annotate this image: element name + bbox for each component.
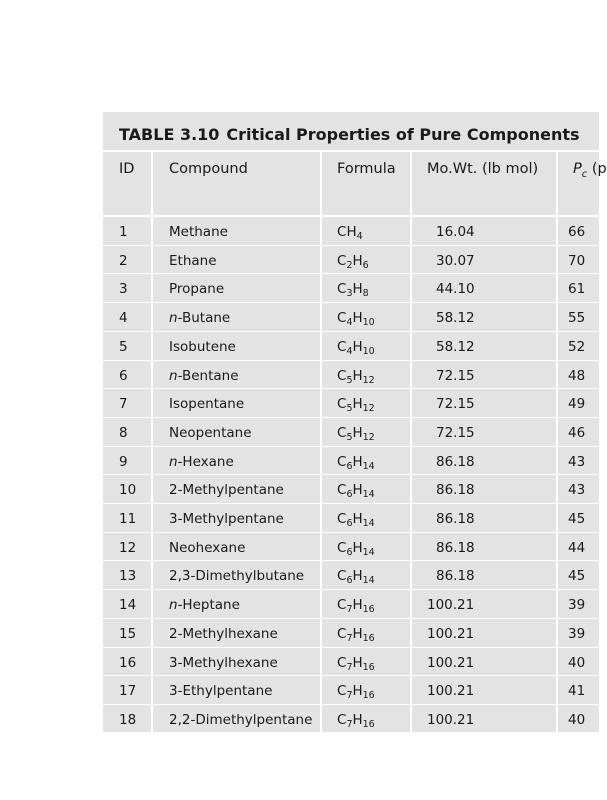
row-divider: [103, 647, 599, 648]
cell-critical-pressure: 45: [568, 568, 586, 585]
cell-id: 14: [119, 597, 137, 614]
header-formula: Formula: [337, 161, 396, 177]
cell-compound: n-Hexane: [169, 453, 234, 470]
cell-critical-pressure: 40: [568, 711, 586, 728]
cell-compound: 3-Methylpentane: [169, 511, 284, 527]
cell-id: 3: [119, 281, 128, 298]
cell-compound: n-Bentane: [169, 367, 239, 384]
cell-compound: 2,2-Dimethylpentane: [169, 711, 313, 728]
cell-formula: $CH_4$: [337, 224, 363, 242]
cell-id: 13: [119, 568, 137, 585]
row-divider: [103, 388, 599, 389]
cell-formula: $C_4H_{10}$: [337, 338, 375, 357]
cell-id: 5: [119, 338, 128, 355]
cell-id: 6: [119, 367, 128, 384]
cell-formula: $C_6H_{14}$: [337, 482, 375, 501]
title-rule: [103, 150, 599, 152]
cell-compound: Neopentane: [169, 424, 252, 441]
cell-molecular-weight: 86.18: [436, 482, 475, 499]
cell-compound: 2,3-Dimethylbutane: [169, 568, 305, 585]
cell-critical-pressure: 49: [568, 396, 586, 413]
row-divider: [103, 560, 599, 561]
cell-compound: n-Butane: [169, 310, 231, 327]
cell-critical-pressure: 46: [568, 424, 586, 441]
cell-compound: Isobutene: [169, 338, 236, 355]
cell-molecular-weight: 58.12: [436, 310, 475, 327]
cell-id: 2: [119, 252, 128, 269]
cell-formula: $C_7H_{16}$: [337, 597, 375, 616]
critical-properties-table: [103, 112, 607, 732]
cell-molecular-weight: 86.18: [436, 568, 475, 585]
cell-molecular-weight: 100.21: [427, 654, 475, 671]
cell-id: 9: [119, 453, 128, 470]
cell-id: 18: [119, 711, 137, 728]
row-divider: [103, 532, 599, 533]
cell-molecular-weight: 100.21: [427, 711, 475, 728]
cell-critical-pressure: 45: [568, 511, 586, 527]
row-divider: [103, 417, 599, 418]
cell-molecular-weight: 86.18: [436, 539, 475, 556]
cell-compound: 3-Methylhexane: [169, 654, 278, 671]
row-divider: [103, 446, 599, 447]
cell-formula: $C_7H_{16}$: [337, 654, 375, 673]
cell-compound: 2-Methylhexane: [169, 625, 278, 642]
cell-critical-pressure: 55: [568, 310, 586, 327]
cell-formula: $C_6H_{14}$: [337, 539, 375, 558]
cell-critical-pressure: 39: [568, 625, 586, 642]
cell-critical-pressure: 39: [568, 597, 586, 614]
cell-molecular-weight: 72.15: [436, 367, 475, 384]
cell-id: 7: [119, 396, 128, 413]
cell-molecular-weight: 86.18: [436, 511, 475, 527]
cell-critical-pressure: 61: [568, 281, 586, 298]
cell-formula: $C_3H_8$: [337, 281, 369, 300]
column-divider: [320, 152, 322, 732]
cell-formula: $C_4H_{10}$: [337, 310, 375, 329]
row-divider: [103, 704, 599, 705]
cell-formula: $C_7H_{16}$: [337, 625, 375, 644]
cell-id: 4: [119, 310, 128, 327]
cell-compound: Isopentane: [169, 396, 245, 413]
column-divider: [410, 152, 412, 732]
cell-id: 17: [119, 683, 137, 700]
cell-formula: $C_2H_6$: [337, 252, 369, 271]
cell-compound: Propane: [169, 281, 225, 298]
row-divider: [103, 675, 599, 676]
cell-formula: $C_7H_{16}$: [337, 711, 375, 730]
cell-compound: 2-Methylpentane: [169, 482, 284, 499]
column-divider: [151, 152, 153, 732]
cell-molecular-weight: 100.21: [427, 597, 475, 614]
row-divider: [103, 273, 599, 274]
cell-critical-pressure: 40: [568, 654, 586, 671]
cell-critical-pressure: 43: [568, 453, 586, 470]
cell-formula: $C_6H_{14}$: [337, 511, 375, 529]
cell-molecular-weight: 58.12: [436, 338, 475, 355]
cell-formula: $C_7H_{16}$: [337, 683, 375, 702]
cell-formula: $C_5H_{12}$: [337, 396, 375, 415]
cell-id: 12: [119, 539, 137, 556]
cell-molecular-weight: 16.04: [436, 224, 475, 240]
row-divider: [103, 331, 599, 332]
cell-formula: $C_5H_{12}$: [337, 367, 375, 386]
header-rule: [103, 215, 599, 217]
cell-critical-pressure: 48: [568, 367, 586, 384]
cell-critical-pressure: 43: [568, 482, 586, 499]
row-divider: [103, 589, 599, 590]
cell-critical-pressure: 44: [568, 539, 586, 556]
cell-formula: $C_5H_{12}$: [337, 424, 375, 443]
header-molecular-weight: Mo.Wt. (lb mol): [427, 161, 539, 177]
cell-compound: n-Heptane: [169, 597, 240, 614]
row-divider: [103, 360, 599, 361]
row-divider: [103, 503, 599, 504]
header-id: ID: [119, 161, 135, 177]
column-divider: [556, 152, 558, 732]
cell-id: 8: [119, 424, 128, 441]
cell-id: 15: [119, 625, 137, 642]
cell-id: 11: [119, 511, 137, 527]
cell-molecular-weight: 44.10: [436, 281, 475, 298]
cell-molecular-weight: 30.07: [436, 252, 475, 269]
row-divider: [103, 245, 599, 246]
cell-molecular-weight: 86.18: [436, 453, 475, 470]
cell-compound: Neohexane: [169, 539, 246, 556]
row-divider: [103, 302, 599, 303]
cell-molecular-weight: 100.21: [427, 683, 475, 700]
cell-critical-pressure: 52: [568, 338, 586, 355]
cell-molecular-weight: 100.21: [427, 625, 475, 642]
table-label: TABLE 3.10: [119, 125, 220, 144]
cell-molecular-weight: 72.15: [436, 424, 475, 441]
cell-molecular-weight: 72.15: [436, 396, 475, 413]
table-caption: Critical Properties of Pure Components: [226, 125, 580, 144]
cell-id: 1: [119, 224, 128, 240]
cell-id: 10: [119, 482, 137, 499]
row-divider: [103, 474, 599, 475]
cell-formula: $C_6H_{14}$: [337, 568, 375, 587]
cell-id: 16: [119, 654, 137, 671]
header-critical-pressure: $P_c$ (p: [573, 161, 607, 180]
table-title: [119, 125, 580, 144]
header-compound: Compound: [169, 161, 248, 177]
cell-compound: 3-Ethylpentane: [169, 683, 273, 700]
cell-formula: $C_6H_{14}$: [337, 453, 375, 472]
cell-compound: Methane: [169, 224, 228, 240]
cell-critical-pressure: 70: [568, 252, 586, 269]
cell-critical-pressure: 41: [568, 683, 586, 700]
row-divider: [103, 618, 599, 619]
cell-compound: Ethane: [169, 252, 217, 269]
cell-critical-pressure: 66: [568, 224, 586, 240]
